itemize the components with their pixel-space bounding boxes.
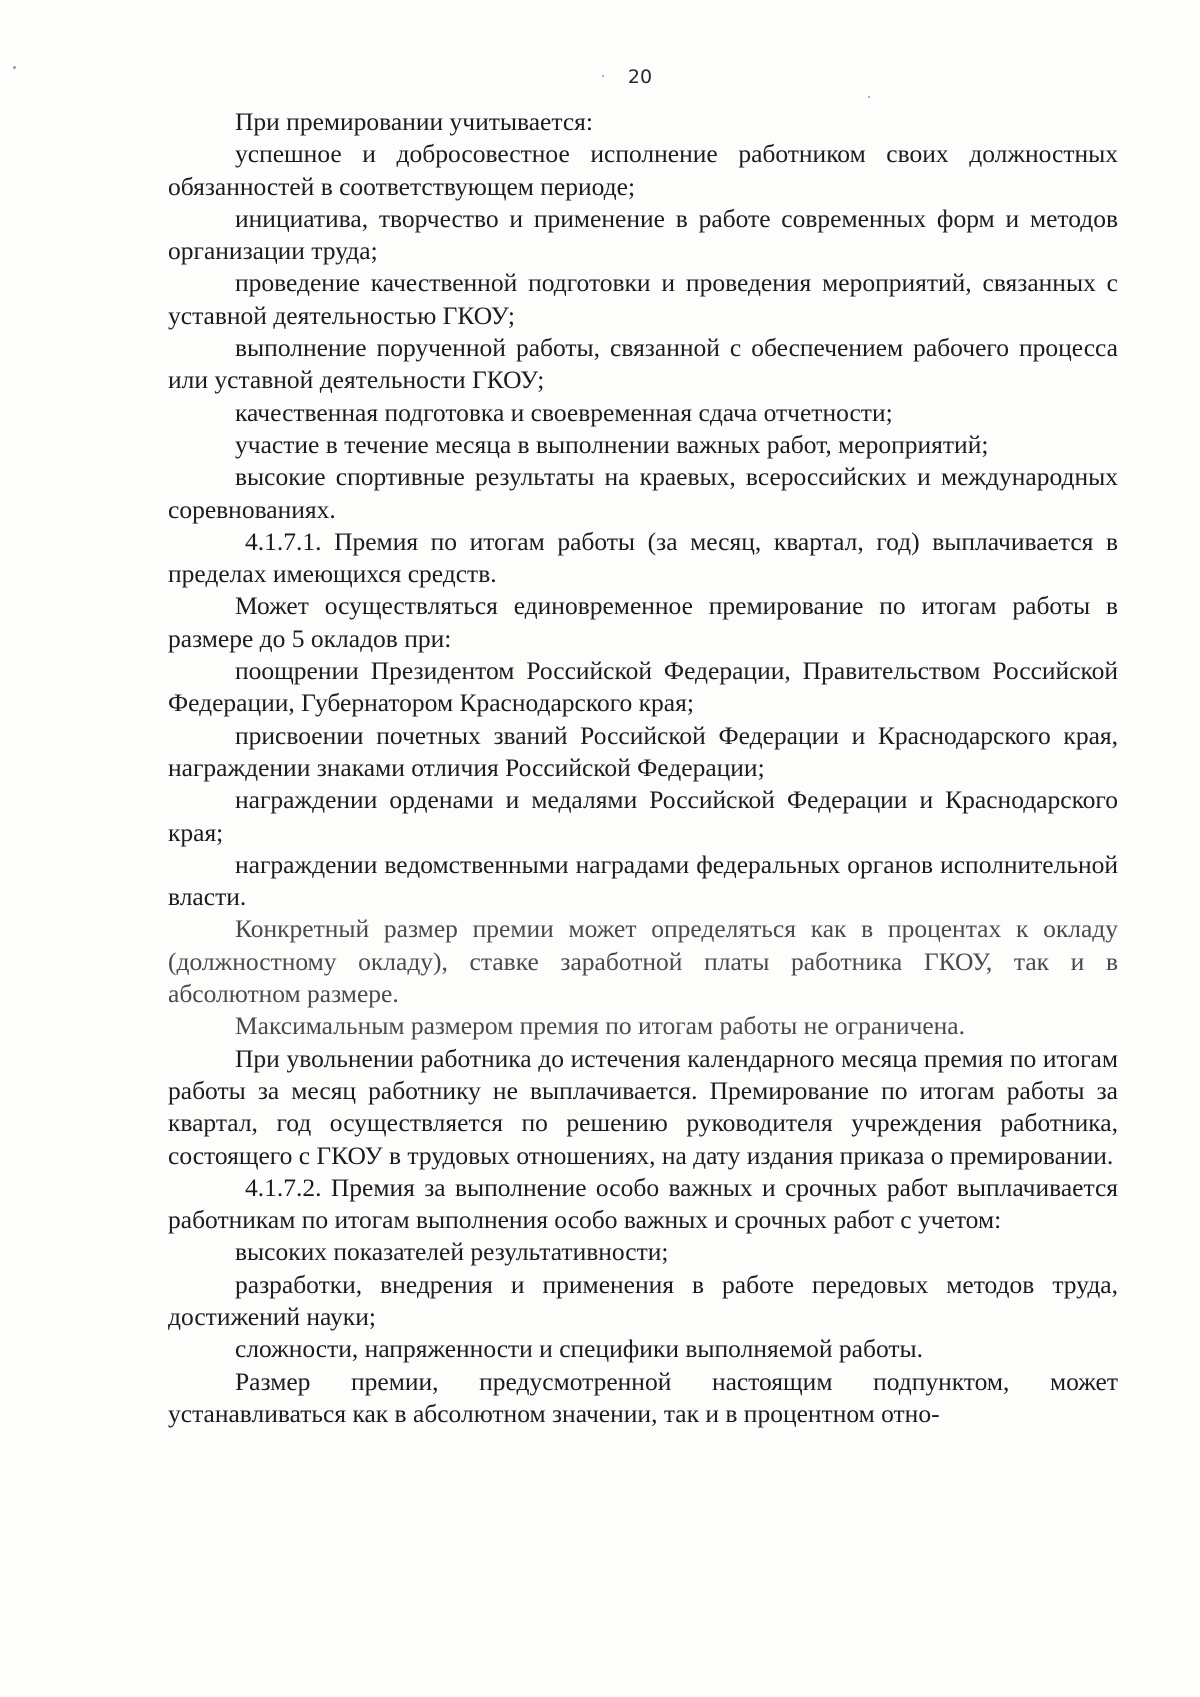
- paragraph: разработки, внедрения и применения в работе передовых методов труда, достижений науки;: [168, 1269, 1118, 1331]
- paragraph: Максимальным размером премия по итогам работы не ограничена.: [235, 1011, 965, 1041]
- paragraph: высоких показателей результативности;: [235, 1237, 669, 1267]
- paragraph: успешное и добросовестное исполнение работником своих должностных обязанностей в соответствующем периоде;: [168, 139, 1118, 201]
- paragraph: инициатива, творчество и применение в работе современных форм и методов организации труда;: [168, 203, 1118, 266]
- paragraph: поощрении Президентом Российской Федерации, Правительством Российской Федерации, Губернатором Краснодарского края;: [168, 656, 1118, 718]
- scan-speck: [602, 75, 604, 77]
- paragraph: присвоении почетных званий Российской Федерации и Краснодарского края, награждении знаками отличия Российской Федерации;: [168, 720, 1118, 782]
- paragraph: Может осуществляться единовременное премирование по итогам работы в размере до 5 окладов при:: [168, 591, 1118, 653]
- paragraph: участие в течение месяца в выполнении важных работ, мероприятий;: [235, 429, 989, 459]
- document-body: [168, 106, 1118, 1430]
- paragraph: качественная подготовка и своевременная сдача отчетности;: [235, 397, 893, 427]
- page-number: 20: [627, 66, 653, 88]
- paragraph: сложности, напряженности и специфики выполняемой работы.: [235, 1334, 924, 1364]
- scan-speck: [868, 96, 870, 98]
- paragraph: высокие спортивные результаты на краевых, всероссийских и международных соревнованиях.: [168, 462, 1118, 524]
- paragraph: выполнение порученной работы, связанной с обеспечением рабочего процесса или уставной деятельности ГКОУ;: [168, 333, 1118, 395]
- paragraph: При увольнении работника до истечения календарного месяца премия по итогам работы за месяц работнику не выплачивается. Премирование по итогам работы за квартал, год осуществляется по решению руководителя учреждения работника, состоящего с ГКОУ в трудовых отношениях, на дату издания приказа о премировании.: [168, 1043, 1118, 1170]
- paragraph: Размер премии, предусмотренной настоящим подпунктом, может устанавливаться как в абсолютном значении, так и в процентном отно-: [168, 1366, 1118, 1428]
- scan-speck: [13, 66, 16, 69]
- paragraph: При премировании учитывается:: [235, 107, 593, 136]
- paragraph: Конкретный размер премии может определяться как в процентах к окладу (должностному окладу), ставке заработной платы работника ГКОУ, так и в абсолютном размере.: [168, 914, 1118, 1009]
- paragraph: награждении орденами и медалями Российской Федерации и Краснодарского края;: [168, 785, 1118, 847]
- section-paragraph: 4.1.7.1. Премия по итогам работы (за месяц, квартал, год) выплачивается в пределах имеющихся средств.: [168, 526, 1118, 589]
- paragraph: награждении ведомственными наградами федеральных органов исполнительной власти.: [168, 849, 1118, 912]
- paragraph: проведение качественной подготовки и проведения мероприятий, связанных с уставной деятельностью ГКОУ;: [168, 268, 1118, 330]
- section-paragraph: 4.1.7.2. Премия за выполнение особо важных и срочных работ выплачивается работникам по итогам выполнения особо важных и срочных работ с учетом:: [168, 1172, 1118, 1235]
